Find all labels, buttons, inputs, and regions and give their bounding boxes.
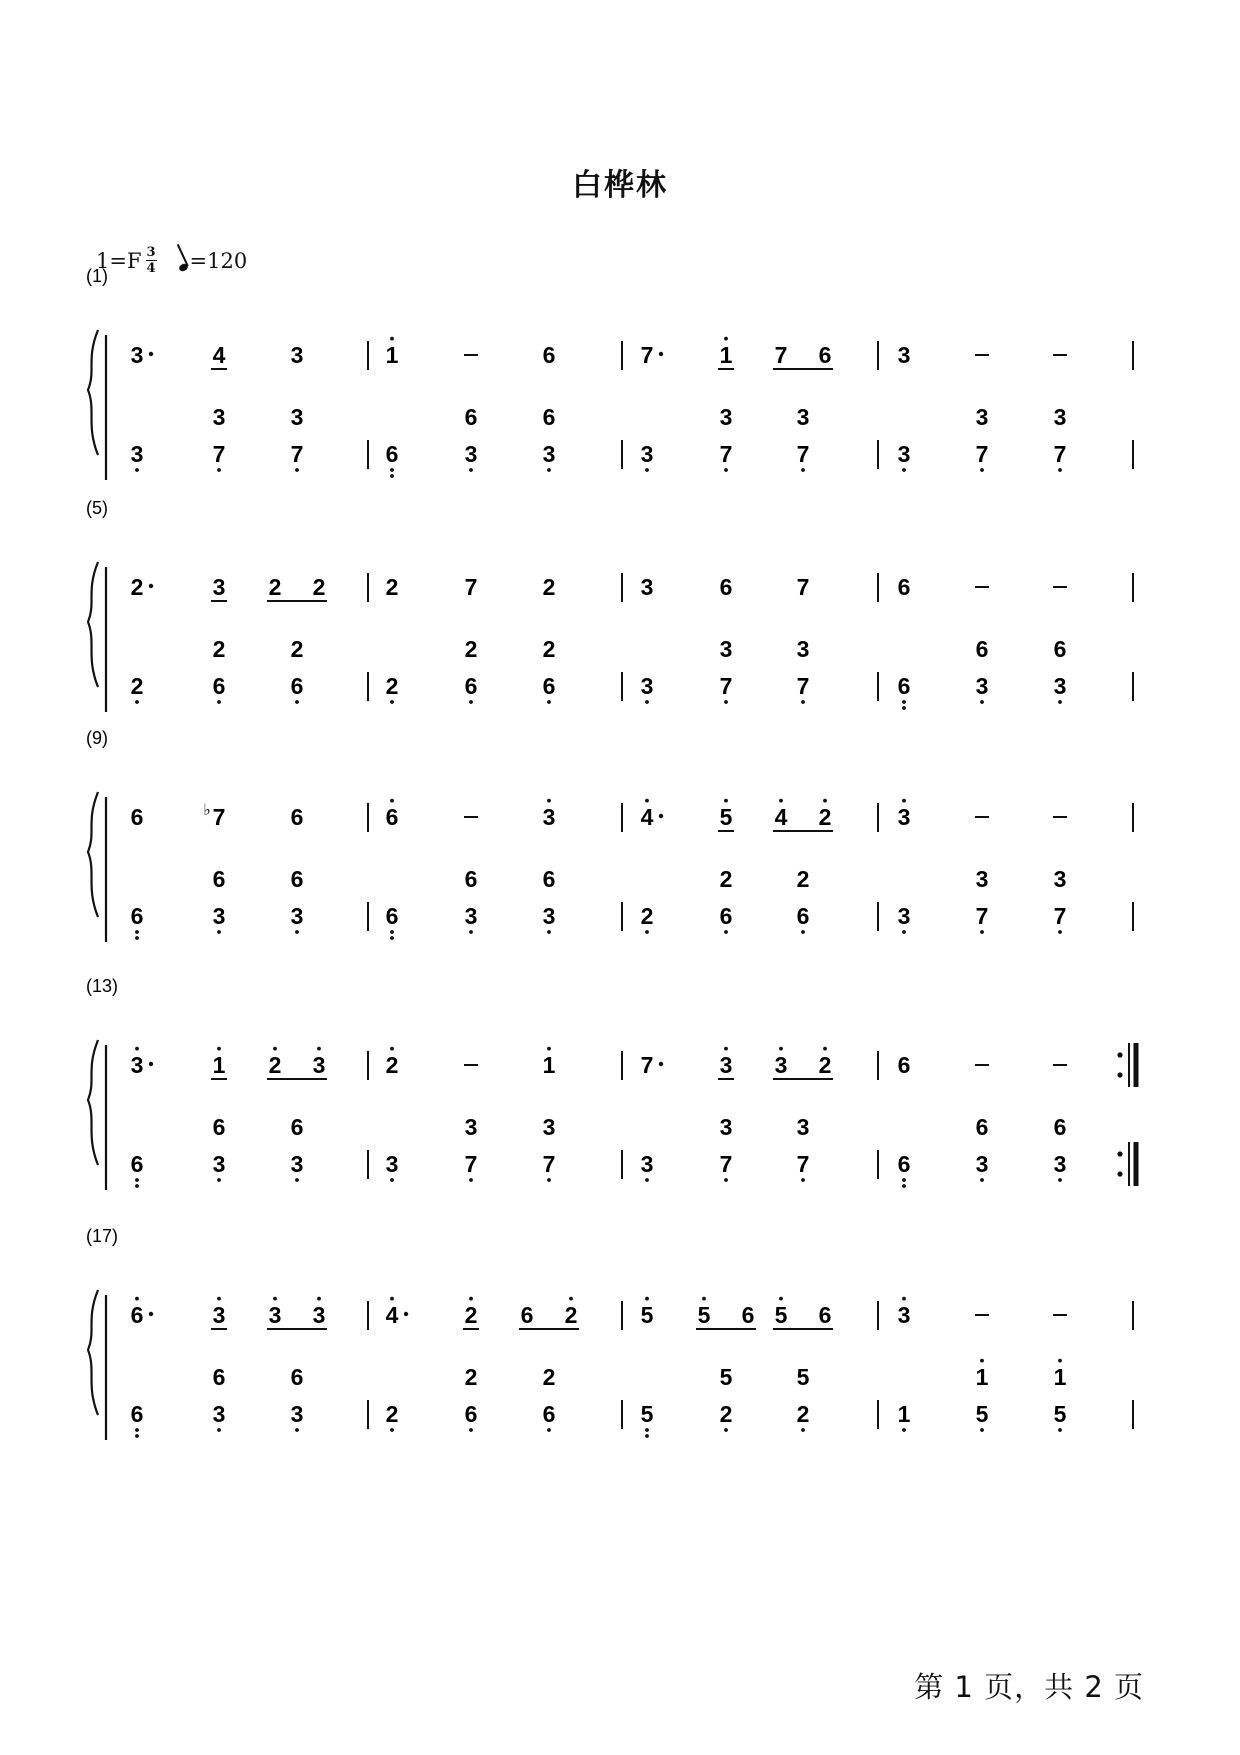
bass-note: 6	[542, 673, 556, 699]
bass-note: 7	[796, 441, 810, 467]
bass-note: 7	[290, 441, 304, 467]
chord-note: 6	[542, 404, 556, 430]
octave-dot	[645, 1178, 649, 1182]
chord-note: 6	[290, 866, 304, 892]
octave-dot	[135, 1184, 139, 1188]
chord-note: 3	[975, 404, 989, 430]
repeat-dot	[1117, 1072, 1122, 1077]
melody-note: 4	[640, 804, 654, 830]
melody-note: 2	[464, 1302, 478, 1328]
octave-dot	[547, 1178, 551, 1182]
octave-dot	[217, 1047, 221, 1051]
melody-note: 2	[564, 1302, 578, 1328]
melody-note: 2	[312, 574, 326, 600]
octave-dot	[1058, 1178, 1062, 1182]
melody-note: 6	[385, 804, 399, 830]
chord-note: 6	[212, 1114, 226, 1140]
chord-note: 2	[719, 866, 733, 892]
octave-dot	[980, 468, 984, 472]
chord-note: 3	[975, 866, 989, 892]
octave-dot	[823, 1047, 827, 1051]
bass-note: 6	[464, 1401, 478, 1427]
octave-dot	[980, 1178, 984, 1182]
melody-note: 2	[268, 574, 282, 600]
bass-note: 6	[212, 673, 226, 699]
bass-note: 3	[212, 903, 226, 929]
bass-note: 2	[719, 1401, 733, 1427]
octave-dot	[469, 1428, 473, 1432]
bass-note: 7	[464, 1151, 478, 1177]
chord-note: 3	[1053, 404, 1067, 430]
melody-note: 3	[312, 1302, 326, 1328]
octave-dot	[902, 468, 906, 472]
melody-note: 7	[640, 1052, 654, 1078]
melody-note: 6	[130, 1302, 144, 1328]
octave-dot	[902, 799, 906, 803]
melody-note: 6	[130, 804, 144, 830]
octave-dot	[724, 1178, 728, 1182]
octave-dot	[217, 700, 221, 704]
octave-dot	[724, 1047, 728, 1051]
octave-dot	[801, 468, 805, 472]
octave-dot	[273, 1297, 277, 1301]
chord-note: 5	[719, 1364, 733, 1390]
octave-dot	[295, 700, 299, 704]
melody-note: 7	[640, 342, 654, 368]
bass-note: 7	[719, 673, 733, 699]
octave-dot	[645, 1428, 649, 1432]
chord-note: 6	[464, 404, 478, 430]
bass-note: 2	[796, 1401, 810, 1427]
chord-note: 3	[719, 1114, 733, 1140]
chord-note: 3	[796, 404, 810, 430]
brace	[88, 562, 98, 687]
bass-note: 7	[796, 673, 810, 699]
melody-note: 3	[719, 1052, 733, 1078]
bass-note: 3	[290, 1151, 304, 1177]
chord-note: 3	[796, 1114, 810, 1140]
augmentation-dot	[149, 584, 153, 588]
bass-note: 7	[975, 441, 989, 467]
melody-note: 6	[897, 574, 911, 600]
score-system	[86, 976, 1136, 1190]
chord-note: 2	[212, 636, 226, 662]
melody-note: 3	[212, 1302, 226, 1328]
augmentation-dot	[404, 1312, 408, 1316]
bass-note: 3	[464, 441, 478, 467]
octave-dot	[390, 1297, 394, 1301]
melody-note: 6	[542, 342, 556, 368]
octave-dot	[469, 700, 473, 704]
score-system	[86, 1226, 1133, 1440]
score-system	[86, 728, 1133, 942]
measure-number: (9)	[86, 728, 108, 748]
time-signature-top: 3	[146, 245, 156, 260]
octave-dot	[902, 930, 906, 934]
melody-note: 3	[212, 574, 226, 600]
chord-note: 1	[975, 1364, 989, 1390]
chord-note: 6	[290, 1364, 304, 1390]
brace	[88, 1290, 98, 1415]
octave-dot	[980, 1428, 984, 1432]
melody-note: 3	[774, 1052, 788, 1078]
octave-dot	[317, 1297, 321, 1301]
octave-dot	[547, 468, 551, 472]
chord-note: 3	[1053, 866, 1067, 892]
octave-dot	[390, 474, 394, 478]
melody-note: 5	[640, 1302, 654, 1328]
melody-note: 7	[796, 574, 810, 600]
chord-note: 6	[1053, 636, 1067, 662]
octave-dot	[569, 1297, 573, 1301]
octave-dot	[390, 936, 394, 940]
melody-note: 6	[897, 1052, 911, 1078]
bass-note: 3	[897, 903, 911, 929]
bass-note: 5	[640, 1401, 654, 1427]
octave-dot	[980, 700, 984, 704]
octave-dot	[469, 1297, 473, 1301]
chord-note: 2	[542, 636, 556, 662]
octave-dot	[801, 930, 805, 934]
bass-note: 2	[385, 673, 399, 699]
chord-note: 3	[542, 1114, 556, 1140]
chord-note: 2	[464, 1364, 478, 1390]
octave-dot	[295, 1178, 299, 1182]
octave-dot	[135, 468, 139, 472]
melody-note: 6	[741, 1302, 755, 1328]
melody-note: 3	[640, 574, 654, 600]
augmentation-dot	[659, 814, 663, 818]
octave-dot	[390, 337, 394, 341]
score-system	[86, 266, 1133, 480]
melody-note: 6	[719, 574, 733, 600]
octave-dot	[390, 468, 394, 472]
melody-note: 5	[774, 1302, 788, 1328]
octave-dot	[1058, 1428, 1062, 1432]
octave-dot	[980, 1359, 984, 1363]
melody-note: 2	[268, 1052, 282, 1078]
melody-note: 3	[290, 342, 304, 368]
octave-dot	[135, 1428, 139, 1432]
repeat-dot	[1117, 1052, 1122, 1057]
chord-note: 3	[719, 636, 733, 662]
octave-dot	[1058, 930, 1062, 934]
melody-note: 2	[385, 574, 399, 600]
measure-number: (13)	[86, 976, 119, 996]
octave-dot	[390, 1178, 394, 1182]
bass-note: 1	[897, 1401, 911, 1427]
bass-note: 6	[719, 903, 733, 929]
octave-dot	[273, 1047, 277, 1051]
octave-dot	[547, 799, 551, 803]
melody-note: 2	[130, 574, 144, 600]
flat-sign: ♭	[203, 802, 211, 819]
chord-note: 6	[290, 1114, 304, 1140]
bass-note: 2	[640, 903, 654, 929]
octave-dot	[317, 1047, 321, 1051]
octave-dot	[645, 1434, 649, 1438]
octave-dot	[823, 799, 827, 803]
octave-dot	[724, 799, 728, 803]
melody-note: 4	[212, 342, 226, 368]
bass-note: 7	[719, 441, 733, 467]
octave-dot	[645, 799, 649, 803]
octave-dot	[135, 936, 139, 940]
octave-dot	[469, 930, 473, 934]
time-signature-bottom: 4	[146, 261, 156, 276]
bass-note: 6	[796, 903, 810, 929]
brace	[88, 792, 98, 917]
octave-dot	[702, 1297, 706, 1301]
octave-dot	[801, 1178, 805, 1182]
octave-dot	[217, 1428, 221, 1432]
melody-note: 6	[818, 342, 832, 368]
melody-note: 7	[464, 574, 478, 600]
melody-note: 6	[520, 1302, 534, 1328]
bass-note: 6	[897, 673, 911, 699]
octave-dot	[724, 337, 728, 341]
octave-dot	[1058, 468, 1062, 472]
brace	[88, 330, 98, 455]
melody-note: 6	[290, 804, 304, 830]
octave-dot	[902, 706, 906, 710]
octave-dot	[217, 468, 221, 472]
octave-dot	[295, 468, 299, 472]
chord-note: 6	[1053, 1114, 1067, 1140]
measure-number: (17)	[86, 1226, 119, 1246]
bass-note: 3	[542, 903, 556, 929]
augmentation-dot	[149, 352, 153, 356]
key-signature: 1=F	[96, 248, 142, 273]
octave-dot	[1058, 1359, 1062, 1363]
chord-note: 2	[542, 1364, 556, 1390]
measure-number: (1)	[86, 266, 108, 286]
octave-dot	[217, 1178, 221, 1182]
bass-note: 3	[975, 673, 989, 699]
melody-note: 3	[130, 1052, 144, 1078]
octave-dot	[295, 1428, 299, 1432]
bass-note: 5	[975, 1401, 989, 1427]
octave-dot	[902, 1297, 906, 1301]
measure-number: (5)	[86, 498, 108, 518]
octave-dot	[980, 930, 984, 934]
octave-dot	[469, 1178, 473, 1182]
melody-note: 1	[542, 1052, 556, 1078]
melody-note: 2	[542, 574, 556, 600]
melody-note: 1	[719, 342, 733, 368]
melody-note: 2	[818, 1052, 832, 1078]
melody-note: 3	[130, 342, 144, 368]
octave-dot	[390, 1047, 394, 1051]
bass-note: 3	[975, 1151, 989, 1177]
melody-note: 3	[897, 1302, 911, 1328]
octave-dot	[135, 1297, 139, 1301]
melody-note: 5	[697, 1302, 711, 1328]
octave-dot	[135, 700, 139, 704]
octave-dot	[390, 930, 394, 934]
bass-note: 7	[796, 1151, 810, 1177]
octave-dot	[902, 1428, 906, 1432]
chord-note: 1	[1053, 1364, 1067, 1390]
chord-note: 6	[975, 636, 989, 662]
octave-dot	[135, 1047, 139, 1051]
chord-note: 6	[212, 866, 226, 892]
melody-note: 3	[268, 1302, 282, 1328]
octave-dot	[135, 930, 139, 934]
bass-note: 3	[290, 903, 304, 929]
octave-dot	[547, 700, 551, 704]
melody-note: 1	[385, 342, 399, 368]
melody-note: 3	[897, 804, 911, 830]
octave-dot	[724, 468, 728, 472]
augmentation-dot	[149, 1062, 153, 1066]
chord-note: 6	[975, 1114, 989, 1140]
octave-dot	[547, 930, 551, 934]
octave-dot	[547, 1047, 551, 1051]
bass-note: 6	[130, 903, 144, 929]
bass-note: 3	[385, 1151, 399, 1177]
octave-dot	[547, 1428, 551, 1432]
repeat-dot	[1117, 1151, 1122, 1156]
score-system	[86, 498, 1133, 712]
repeat-dot	[1117, 1171, 1122, 1176]
octave-dot	[295, 930, 299, 934]
octave-dot	[645, 468, 649, 472]
chord-note: 3	[464, 1114, 478, 1140]
page-title: 白桦林	[572, 168, 668, 203]
octave-dot	[217, 1297, 221, 1301]
octave-dot	[390, 799, 394, 803]
bass-note: 6	[464, 673, 478, 699]
bass-note: 6	[385, 441, 399, 467]
bass-note: 6	[130, 1151, 144, 1177]
bass-note: 7	[975, 903, 989, 929]
bass-note: 3	[897, 441, 911, 467]
page-footer: 第 1 页，共 2 页	[914, 1670, 1144, 1704]
octave-dot	[724, 1428, 728, 1432]
bass-note: 3	[640, 441, 654, 467]
octave-dot	[724, 930, 728, 934]
augmentation-dot	[659, 352, 663, 356]
bass-note: 6	[385, 903, 399, 929]
bass-note: 6	[897, 1151, 911, 1177]
melody-note: 1	[212, 1052, 226, 1078]
chord-note: 2	[290, 636, 304, 662]
octave-dot	[724, 700, 728, 704]
augmentation-dot	[149, 1312, 153, 1316]
brace	[88, 1040, 98, 1165]
chord-note: 3	[212, 404, 226, 430]
octave-dot	[779, 1047, 783, 1051]
octave-dot	[135, 1434, 139, 1438]
bass-note: 3	[640, 1151, 654, 1177]
bass-note: 3	[290, 1401, 304, 1427]
chord-note: 6	[542, 866, 556, 892]
bass-note: 7	[212, 441, 226, 467]
bass-note: 7	[1053, 441, 1067, 467]
augmentation-dot	[659, 1062, 663, 1066]
bass-note: 7	[719, 1151, 733, 1177]
melody-note: 2	[385, 1052, 399, 1078]
octave-dot	[645, 930, 649, 934]
octave-dot	[801, 700, 805, 704]
octave-dot	[390, 1428, 394, 1432]
bass-note: 3	[640, 673, 654, 699]
bass-note: 2	[130, 673, 144, 699]
melody-note: 7	[774, 342, 788, 368]
bass-note: 3	[212, 1401, 226, 1427]
octave-dot	[645, 1297, 649, 1301]
melody-note: 3	[312, 1052, 326, 1078]
chord-note: 3	[290, 404, 304, 430]
melody-note: 7	[212, 804, 226, 830]
melody-note: 4	[774, 804, 788, 830]
bass-note: 2	[385, 1401, 399, 1427]
melody-note: 5	[719, 804, 733, 830]
bass-note: 7	[542, 1151, 556, 1177]
octave-dot	[390, 700, 394, 704]
melody-note: 3	[542, 804, 556, 830]
melody-note: 4	[385, 1302, 399, 1328]
bass-note: 3	[1053, 673, 1067, 699]
melody-note: 3	[897, 342, 911, 368]
bass-note: 3	[464, 903, 478, 929]
octave-dot	[779, 799, 783, 803]
octave-dot	[779, 1297, 783, 1301]
bass-note: 3	[542, 441, 556, 467]
chord-note: 3	[796, 636, 810, 662]
chord-note: 3	[719, 404, 733, 430]
bass-note: 3	[1053, 1151, 1067, 1177]
octave-dot	[645, 700, 649, 704]
chord-note: 6	[464, 866, 478, 892]
chord-note: 6	[212, 1364, 226, 1390]
bass-note: 6	[130, 1401, 144, 1427]
octave-dot	[1058, 700, 1062, 704]
octave-dot	[135, 1178, 139, 1182]
tempo-marking: =120	[189, 248, 248, 273]
octave-dot	[902, 1184, 906, 1188]
melody-note: 6	[818, 1302, 832, 1328]
chord-note: 2	[464, 636, 478, 662]
chord-note: 2	[796, 866, 810, 892]
bass-note: 6	[290, 673, 304, 699]
octave-dot	[902, 700, 906, 704]
octave-dot	[801, 1428, 805, 1432]
melody-note: 2	[818, 804, 832, 830]
octave-dot	[469, 468, 473, 472]
bass-note: 3	[212, 1151, 226, 1177]
chord-note: 5	[796, 1364, 810, 1390]
octave-dot	[902, 1178, 906, 1182]
octave-dot	[217, 930, 221, 934]
bass-note: 6	[542, 1401, 556, 1427]
bass-note: 7	[1053, 903, 1067, 929]
bass-note: 5	[1053, 1401, 1067, 1427]
bass-note: 3	[130, 441, 144, 467]
